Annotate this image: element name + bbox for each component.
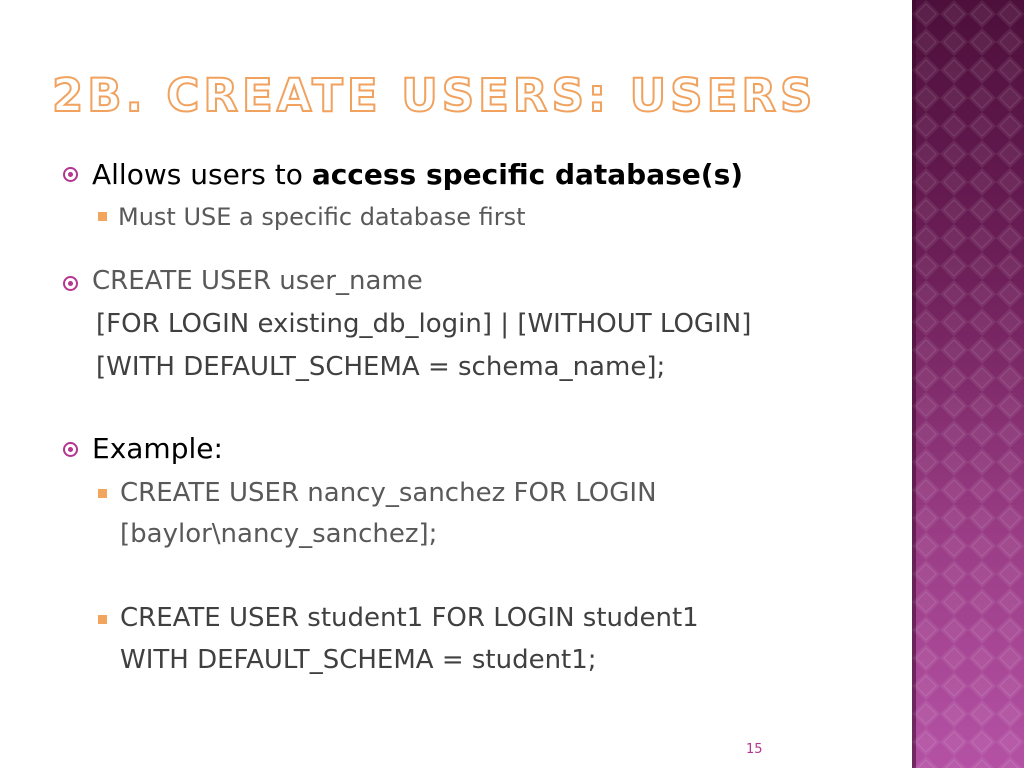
bullet-text-prefix: Allows users to xyxy=(92,158,312,191)
example1-line2: [baylor\nancy_sanchez]; xyxy=(120,519,438,549)
page-number: 15 xyxy=(746,742,763,757)
square-bullet-icon xyxy=(98,615,107,624)
create-user-syntax-line3: [WITH DEFAULT_SCHEMA = schema_name]; xyxy=(96,352,666,382)
example2-line2: WITH DEFAULT_SCHEMA = student1; xyxy=(120,645,597,675)
bullet-example: Example: xyxy=(92,432,223,465)
diamond-pattern xyxy=(912,0,1024,768)
bullet-allows-users xyxy=(92,157,743,193)
slide-title: 2B. CREATE USERS: USERS xyxy=(52,69,817,122)
circle-dot-bullet-icon xyxy=(63,276,78,291)
sub-bullet-must-use: Must USE a specific database first xyxy=(118,203,526,231)
square-bullet-icon xyxy=(98,212,107,221)
example2-line1: CREATE USER student1 FOR LOGIN student1 xyxy=(120,603,699,633)
example1-line1: CREATE USER nancy_sanchez FOR LOGIN xyxy=(120,478,657,508)
create-user-syntax-line2: [FOR LOGIN existing_db_login] | [WITHOUT LOGIN] xyxy=(96,309,752,339)
circle-dot-bullet-icon xyxy=(63,167,78,182)
create-user-syntax-line1: CREATE USER user_name xyxy=(92,266,423,296)
circle-dot-bullet-icon xyxy=(63,442,78,457)
decorative-side-panel xyxy=(912,0,1024,768)
bullet-text-bold: access specific database(s) xyxy=(311,158,744,191)
square-bullet-icon xyxy=(98,489,107,498)
